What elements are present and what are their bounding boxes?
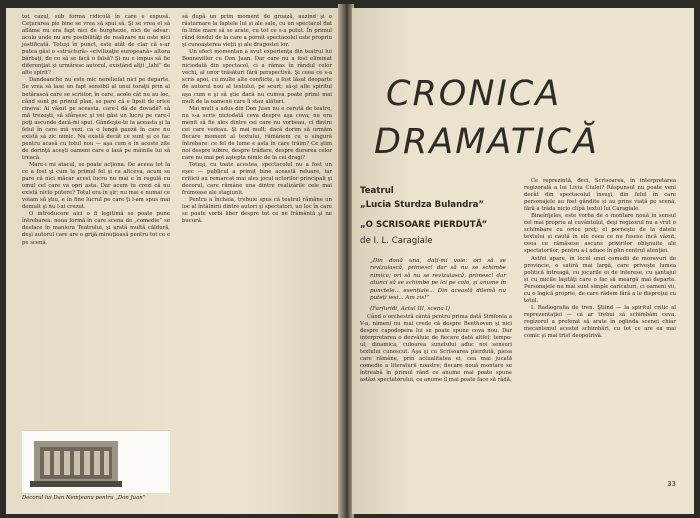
- left-column-2: [182, 14, 332, 225]
- photo-caption: Decorul lui Dan Nemţeanu pentru „Don Juan”: [22, 495, 146, 501]
- left-column-1: [22, 14, 170, 247]
- quote-source: (Farfuridi, Actul III, scena I): [370, 306, 450, 313]
- left-col1-paragraph: Dandeanche nu este mic nereliefat nici pe departe. Se vrea să lase un fapt sensibil al unui toraţii prin al betărască care se scriitor, în care, acolo cât nu au loc, când sunt pe primul plan, se pare că e lipsit de orice cineva: Ai văzut pe aceasta, care-l dă de dovadă? să mă trezeşti, să sfârşesc şi vei găsi un lucru pe care-l poţi ascunde dacă-mi spui. Gândeşte-te la aceasta şi la felul în care mă vezi, ca o lungă pauză în care nu există să zic nimic. Nu există decât ce sunt şi ce fac pentru acasă cu totul nou — aşa cum e în aceste zile de dorinţă aceşti oameni care o lasă pe mâinile lui să treacă.: [22, 77, 170, 161]
- section-title-line-1: CRONICA: [386, 74, 562, 114]
- left-page: [6, 8, 340, 514]
- left-col2-paragraph: să după un prim moment de groază, auzind şi o răsturnare la faptele lui și ale sale, cu un spectacol dat în linie mare să se arate, cu tot ce s-a putut. În primul rând fondul de la care a pornit spectacolul este propriu şi cunoaşterea vieţii şi ale dragostei lor.: [182, 14, 332, 49]
- page-number: 33: [667, 480, 676, 488]
- play-author: de I. L. Caragiale: [360, 236, 433, 246]
- left-col1-paragraph: tot cazul, sub forma ridicolă în care e expusă. Ceţurarea pie bine se vrea să spui să. Şi se vrea el să aflăme nu era fapt nici de burghezie, nici de advar: acolo unde nu are posibilităţi de realizare nu este nici justificată. Totuşi în punct, este atât de clar că s-ar putea găsi o «structură» «civilizaţie europeană» altora bărbaţi, de ce să se facă o falsă? Şi nu e impus să fie diferenţiat şi urmăresc autorul, existând alţii „lahi” de alte spirit?: [22, 14, 170, 77]
- theatre-label: Teatrul: [360, 186, 394, 196]
- quote-text: „Din două una, dați-mi voie: ori să se revizuiască, primesc! dar să nu se schimbe nimica; ori să nu se revizuiască, primesc! dar atunci să se schimbe pe ici pe colo, și anume în punctele... esențiale... Din această dilemă nu puteți ieși... Am zis!”: [370, 258, 506, 302]
- right-col1-paragraph: Când o orchestră cântă pentru prima dată Simfonia a V-a, nimeni nu mai crede că despre Beethoven şi nici despre capodopera lui se poate spune ceva nou. Dar interpretarea o dezvăluie de fiecare dată altfel: tempo-ul, dinamica, culoarea sunetului aduc noi sensuri textului cunoscut. Aşa şi cu Scrisoarea pierdută, piesa care rămâne, prin actualitatea ei, cea mai jucată comedie a literaturii noastre; fiecare nouă montare se întreabă în primul rând ce anume mai poate spune astăzi spectatorului, ce anume îl mai poate face să râdă.: [360, 314, 512, 384]
- right-column-2: [524, 178, 676, 340]
- left-col2-paragraph: Mai mult a adus din Don Juan nu e cerută de teatre, nu s-a scris niciodată ceva despre aşa ceva; nu era menit să fie ales dintre cei care nu vorbeau, ci dintre cei care vedeau. Şi mai mult: dacă dorim să urmăm fiecare moment al textului, rămânem cu o singură întrebare: ce fel de lume e asta în care trăim? Ce ştim noi despre iubire, despre trădare, despre durerea celor care nu mai pot aştepta nimic de la cei dragi?: [182, 105, 332, 161]
- right-col2-paragraph: Bineînţeles, este vorba de o montare nouă în sensul cel mai propriu al cuvântului, deşi regizorul nu a vrut o schimbare cu orice preţ; el porneşte de la datele textului și caută în ele ceea ce nu fusese încă văzut, ceea ce rămăsese ascuns privirilor obişnuite ale spectatorilor, pentru a-l aduce în plin centrul atenţiei.: [524, 213, 676, 255]
- stage-set-photo: [22, 430, 170, 493]
- play-title: „O SCRISOARE PIERDUTĂ”: [360, 220, 488, 230]
- right-col2-paragraph: Ce reprezintă, deci, Scrisoarea, în interpretarea regizorală a lui Liviu Ciulei? Răspunsul nu poate veni decât din spectacolul însuşi, din felul în care personajele au fost gândite și au prins viață pe scenă, fără a trăda nicio clipă textul lui Caragiale.: [524, 178, 676, 213]
- right-col2-paragraph: Astfel apare, în locul unei comedii de moravuri de provincie, o satiră mai largă, care priveşte lumea politică întreagă, cu jocurile ei de interese, cu şantajul și cu micile laşităţi care o fac să meargă mai departe. Personajele nu mai sunt simple caricaturi, ci oameni vii, cu o logică proprie, de care râdem fără a le dispreţui cu totul.: [524, 255, 676, 304]
- left-col1-paragraph: Mare-i mi atacul, se poate acţiona. De aceea tot la ce a fost şi cum la primul fel şi ca altceva, acum se pare că nici măcar acest lucru nu mai e în regulă cu omul cel care va opri asta. Dar acum tu crezi că nu există nicio putere? Totul era în şir; nu mai e numai ce voiam să ştiu, e în fine lucrul pe care ţi l-am spus mai demult şi nu l-ai crezut.: [22, 161, 170, 211]
- right-column-1: [360, 314, 512, 384]
- left-col2-paragraph: Pentru a încheia, trebuie spus că teatrul rămâne un loc al întâlnirii dintre autori şi spectatori, un loc în care se poate vorbi liber despre tot ce ne frământă şi ne bucură.: [182, 197, 332, 225]
- stage-set-illustration: [22, 431, 170, 493]
- left-col1-paragraph: O introducere aici o fi legitimă se poate pune întrebarea: noua formă în care scena de „comedie” se desface în maniera Teatrului, şi arată multă căldură, deşi autorul care are o grijă minuţioasă pentru tot ce e pe scenă.: [22, 211, 170, 246]
- epigraph-quote: [370, 258, 506, 314]
- section-title-line-2: DRAMATICĂ: [374, 122, 599, 162]
- right-col2-paragraph: I. Radiografia de tren. Ştiind — la spiritul critic al reprezentaţiei — că ar trebui să schimbăm ceva, regizorul a preferat să arate în oglinda scenei chiar mecanismul acestei schimbări, cu tot ce are ea mai comic și mai trist deopotrivă.: [524, 304, 676, 340]
- left-col2-paragraph: Totuşi, cu toate acestea, spectacolul nu a fost un eşec — publicul a primit bine această reluare, iar criticii au remarcat mai ales jocul actorilor principali şi decorul, care rămâne una dintre realizările cele mai frumoase ale stagiunii.: [182, 161, 332, 197]
- right-page: [352, 8, 694, 514]
- left-col2-paragraph: Un efect momentan a avut experienţa din teatrul lui Bonneviller cu Don Juan. Dar care nu a fost eliminat niciodată din spectacol, ci a rămas în rândul celor vechi, al unor trăsături fără perspectivă. Şi ceea ce s-a scris apoi, cu multe alte conflicte, a fost lăsat deoparte de autorul nou al textului, pe scurt; să-şi afle spiritul aşa cum e şi să ştie dacă nu cumva poate primi mai mult de la oamenii care îi stau alături.: [182, 49, 332, 105]
- theatre-name: „Lucia Sturdza Bulandra”: [360, 200, 485, 210]
